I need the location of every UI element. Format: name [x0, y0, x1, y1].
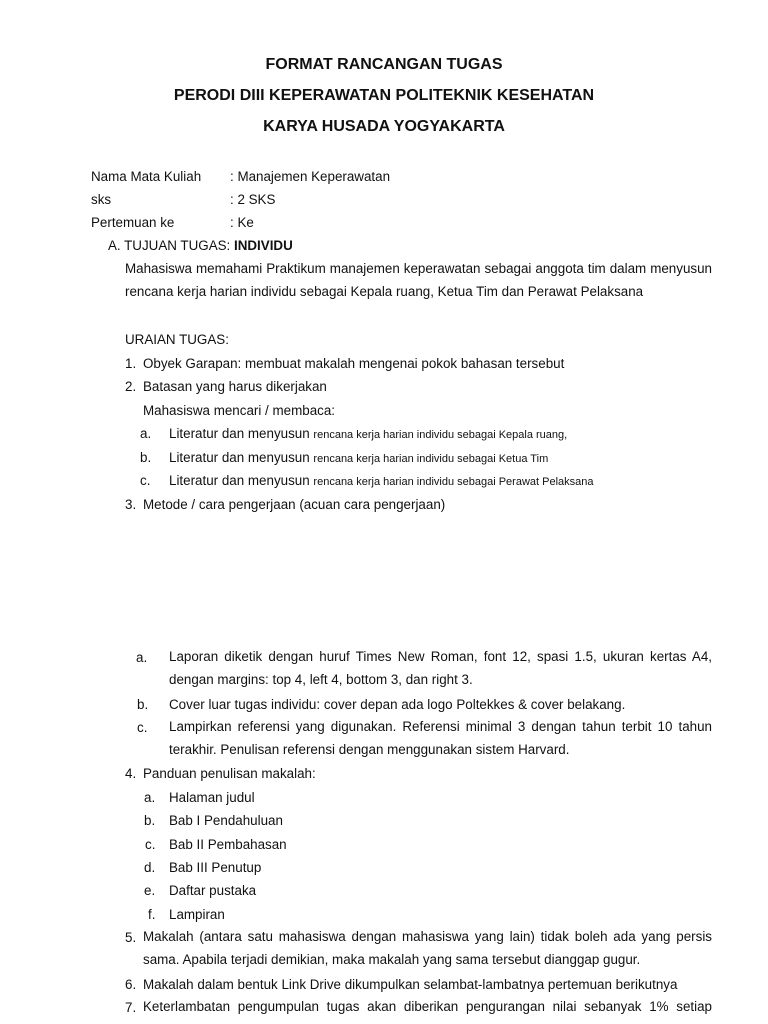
item-4-number: 4. [125, 766, 137, 781]
item-2a-marker: a. [140, 426, 152, 441]
item-4d-marker: d. [144, 860, 156, 875]
section-a-type: INDIVIDU [234, 238, 293, 253]
info-value-meeting: : Ke [230, 215, 254, 230]
section-a-paragraph: Mahasiswa memahami Praktikum manajemen keperawatan sebagai anggota tim dalam menyusun rencana kerja harian individu sebagai Kepala ruang, Ketua Tim dan Perawat Pelaksana [125, 261, 712, 300]
item-7-text: Keterlambatan pengumpulan tugas akan diberikan pengurangan nilai sebanyak 1% setiap [143, 999, 712, 1014]
item-3a-marker: a. [136, 650, 148, 665]
item-3a-text: Laporan diketik dengan huruf Times New Roman, font 12, spasi 1.5, ukuran kertas A4, dengan margins: top 4, left 4, bottom 3, dan right 3. [169, 649, 712, 688]
item-2a-main: Literatur dan menyusun [169, 426, 314, 441]
item-5-number: 5. [125, 930, 137, 945]
item-4e-text: Daftar pustaka [169, 883, 257, 898]
info-label-sks: sks [91, 192, 112, 207]
item-3-number: 3. [125, 497, 137, 512]
item-2c-main: Literatur dan menyusun [169, 473, 314, 488]
item-2c-small: rencana kerja harian individu sebagai Perawat Pelaksana [313, 476, 594, 488]
info-label-meeting: Pertemuan ke [91, 215, 175, 230]
doc-title-line3: KARYA HUSADA YOGYAKARTA [263, 118, 505, 135]
info-value-sks: : 2 SKS [230, 192, 276, 207]
item-7-number: 7. [125, 1000, 137, 1015]
item-6-number: 6. [125, 977, 137, 992]
item-4-text: Panduan penulisan makalah: [143, 766, 316, 781]
item-2a-text [169, 426, 567, 441]
info-label-course: Nama Mata Kuliah [91, 169, 202, 184]
item-2a-small: rencana kerja harian individu sebagai Kepala ruang, [313, 429, 568, 441]
item-4c-text: Bab II Pembahasan [169, 837, 287, 852]
doc-title-line1: FORMAT RANCANGAN TUGAS [265, 56, 503, 73]
uraian-heading: URAIAN TUGAS: [125, 332, 229, 347]
item-2c-text [169, 473, 594, 488]
item-5-text: Makalah (antara satu mahasiswa dengan mahasiswa yang lain) tidak boleh ada yang persis sama. Apabila terjadi demikian, maka makalah yang sama tersebut dianggap gugur. [143, 929, 712, 968]
item-2-subheading: Mahasiswa mencari / membaca: [143, 403, 335, 418]
item-2b-marker: b. [140, 450, 152, 465]
item-4f-marker: f. [148, 907, 156, 922]
section-a-heading [108, 238, 293, 253]
item-2-text: Batasan yang harus dikerjakan [143, 379, 327, 394]
item-2b-text [169, 450, 548, 465]
item-3c-text: Lampirkan referensi yang digunakan. Referensi minimal 3 dengan tahun terbit 10 tahun terakhir. Penulisan referensi dengan menggunakan sistem Harvard. [169, 719, 712, 758]
item-3b-marker: b. [137, 697, 149, 712]
doc-title-line2: PERODI DIII KEPERAWATAN POLITEKNIK KESEHATAN [173, 87, 595, 104]
item-2c-marker: c. [140, 473, 151, 488]
item-2b-main: Literatur dan menyusun [169, 450, 314, 465]
item-4d-text: Bab III Penutup [169, 860, 262, 875]
item-4e-marker: e. [144, 883, 156, 898]
info-value-course: : Manajemen Keperawatan [230, 169, 391, 184]
item-1-text: Obyek Garapan: membuat makalah mengenai pokok bahasan tersebut [143, 356, 565, 371]
item-3b-text: Cover luar tugas individu: cover depan ada logo Poltekkes & cover belakang. [169, 697, 626, 712]
item-4b-marker: b. [144, 813, 156, 828]
item-3-text: Metode / cara pengerjaan (acuan cara pengerjaan) [143, 497, 446, 512]
item-2b-small: rencana kerja harian individu sebagai Ketua Tim [313, 453, 549, 465]
item-6-text: Makalah dalam bentuk Link Drive dikumpulkan selambat-lambatnya pertemuan berikutnya [143, 977, 678, 992]
item-4a-marker: a. [144, 790, 156, 805]
item-4b-text: Bab I Pendahuluan [169, 813, 283, 828]
item-4f-text: Lampiran [169, 907, 225, 922]
item-4a-text: Halaman judul [169, 790, 255, 805]
item-4c-marker: c. [145, 837, 156, 852]
section-a-prefix: A. TUJUAN TUGAS: [108, 238, 234, 253]
item-3c-marker: c. [137, 720, 148, 735]
item-2-number: 2. [125, 379, 137, 394]
item-1-number: 1. [125, 356, 137, 371]
